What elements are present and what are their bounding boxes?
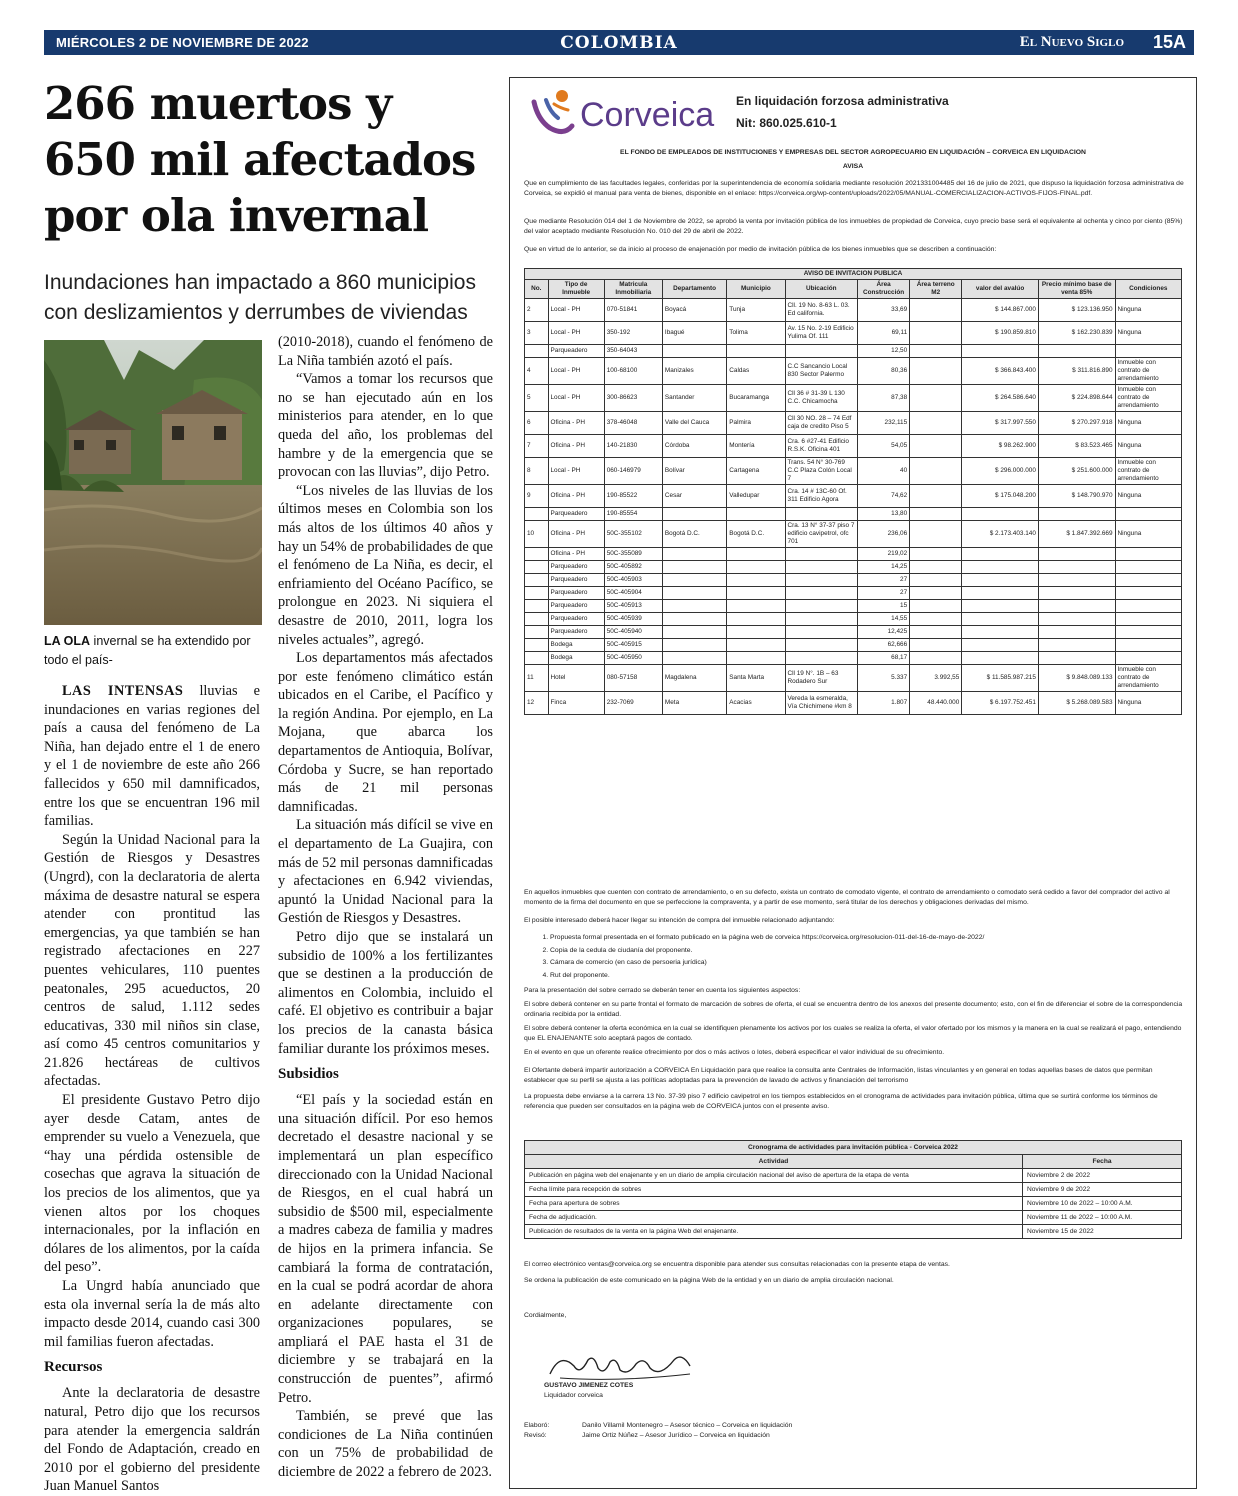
schedule-row: Fecha límite para recepción de sobres Noviembre 9 de 2022 (525, 1183, 1182, 1197)
rule-paragraph: La propuesta debe enviarse a la carrera 13 No. 37-39 piso 7 edificio cavipetrol en los tiempos establecidos en el cronograma de actividades para invitación pública, última que se surtirá conforme los términos de referencia que pueden ser consultados en la página web de CORVEICA juntos con el presente aviso. (524, 1093, 1158, 1110)
table-row: 12 Finca 232-7069 Meta Acacias Vereda la esmeralda, Vía Chichimene #km 8 1.807 48.440.000 $ 6.197.752.451 $ 5.268.089.583 Ninguna (525, 692, 1182, 715)
caption-lead: LA OLA (44, 634, 91, 648)
column-header: No. (525, 280, 549, 299)
column-header: Área terreno M2 (910, 280, 962, 299)
table-row: 9 Oficina - PH 190-85522 Cesar Valledupar Cra. 14 # 13C-60 Of. 311 Edificio Agora 74,62 $ 175.048.200 $ 148.790.970 Ninguna (525, 485, 1182, 508)
corveica-notice (509, 77, 1197, 1489)
table-row: Parqueadero 50C-405904 27 (525, 587, 1182, 600)
signer-role: Liquidador corveica (544, 1392, 603, 1399)
requirement-item: 4. Rut del proponente. (550, 970, 1190, 983)
intro-paragraph: Que en cumplimiento de las facultades legales, conferidas por la superintendencia de economía solidaria mediante resolución 2021331004485 del 16 de julio de 2021, que dispuso la liquidación forzosa administrativa de Corveica, se expidió el manual para venta de bienes, disponible en el enlace: https://corveica.org/wp-content/uploads/2022/05/MANUAL-COMERCIALIZACION-ACTIVOS-FIJOS-FINAL.pdf. (524, 180, 1184, 197)
rule-paragraph: El sobre deberá contener la oferta económica en la cual se identifiquen plenamente los activos por los cuales se realiza la oferta, el valor ofertado por los mismos y la manera en la cual se realizará el pago, entendiendo que EL ENAJENANTE solo aceptará pagos de contado. (524, 1025, 1182, 1042)
footer-elaboro: Elaboró: Danilo Villamil Montenegro – Asesor técnico – Corveica en liquidación (524, 1422, 793, 1429)
avisa-label: AVISA (842, 163, 864, 170)
tax-id: Nit: 860.025.610-1 (736, 116, 837, 130)
liquidation-status: En liquidación forzosa administrativa (736, 94, 949, 108)
table-row: Parqueadero 50C-405940 12,425 (525, 626, 1182, 639)
paragraph: (2010-2018), cuando el fenómeno de La Niña también azotó el país. (278, 334, 493, 369)
section-title: COLOMBIA (560, 33, 678, 53)
paragraph: “Los niveles de las lluvias de los últimos meses en Colombia son los más altos de los últimos 40 años y hay un 54% de probabilidades de que el fenómeno de La Niña, es decir, el enfriamiento del Océano Pacífico, se prolongue en 2023. Ni siquiera el desastre de 2010, 2011, logra los niveles actuales”, agregó. (278, 482, 493, 648)
column-header: Área Construcción (858, 280, 910, 299)
table-row: 4 Local - PH 100-68100 Manizales Caldas C.C Sancancio Local 830 Sector Palermo 80,36 $ 366.843.400 $ 311.816.890 Inmueble con contrato de arrendamiento (525, 358, 1182, 385)
column-header: Departamento (662, 280, 726, 299)
signer-name: GUSTAVO JIMENEZ COTES (544, 1382, 634, 1389)
intro-paragraph: Que en virtud de lo anterior, se da inicio al proceso de enajenación por medio de invitación pública de los bienes inmuebles que se describen a continuación: (524, 246, 997, 253)
table-row: Bodega 50C-405950 68,17 (525, 652, 1182, 665)
paragraph: Los departamentos más afectados por este fenómeno climático están ubicados en el Caribe, el Pacífico y la región Andina. Por ejemplo, en La Mojana, que abarca los departamentos de Antioquia, Bolívar, Córdoba y Sucre, se han reportado más de 21 mil personas damnificadas. (278, 650, 493, 815)
column-header: Actividad (525, 1155, 1023, 1169)
column-header: Fecha (1023, 1155, 1182, 1169)
newspaper-name: El Nuevo Siglo (1019, 34, 1124, 50)
table-row: 11 Hotel 080-57158 Magdalena Santa Marta Cll 19 N°. 1B – 63 Rodadero Sur 5.337 3.992,55 $ 11.585.987.215 $ 9.848.089.133 Inmueble con contrato de arrendamiento (525, 665, 1182, 692)
requirements-list (532, 932, 1190, 982)
column-header: Matricula Inmobiliaria (604, 280, 662, 299)
requirement-item: 2. Copia de la cedula de ciudanía del proponente. (550, 945, 1190, 958)
paragraph: “Vamos a tomar los recursos que no se han ejecutado aún en los ministerios para atender, en lo que queda del año, los problemas del hambre y de la emergencia que se provocan con las lluvias”, dijo Petro. (278, 371, 493, 481)
closing-paragraph: Se ordena la publicación de este comunicado en la página Web de la entidad y en un diario de amplia circulación nacional. (524, 1277, 894, 1284)
table-row: Parqueadero 50C-405903 27 (525, 574, 1182, 587)
requirement-item: 1. Propuesta formal presentada en el formato publicado en la página web de corveica https://corveica.org/resolucion-011-del-16-de-mayo-de-2022/ (550, 932, 1190, 945)
paragraph: Ante la declaratoria de desastre natural, Petro dijo que los recursos para atender la emergencia saldrán del Fondo de Adaptación, creado en 2010 por el gobierno del presidente Juan Manuel Santos (44, 1385, 260, 1495)
lead-in: LAS INTENSAS (62, 683, 184, 699)
table-row: Parqueadero 350-64043 12,50 (525, 345, 1182, 358)
table-row: Oficina - PH 50C-355089 219,02 (525, 548, 1182, 561)
table-row: 10 Oficina - PH 50C-355102 Bogotá D.C. Bogotá D.C. Cra. 13 N° 37-37 piso 7 edificio cavipetrol, ofc 701 236,06 $ 2.173.403.140 $ 1.847.392.669 Ninguna (525, 521, 1182, 548)
lease-paragraph: En aquellos inmuebles que cuenten con contrato de arrendamiento, o en su defecto, exista un contrato de comodato vigente, el contrato de arrendamiento o comodato será cedido a favor del comprador del activo al momento de la firma del documento en que se perfeccione la compraventa, y a partir de ese momento, será titular de los derechos y obligaciones derivadas del mismo. (524, 889, 1170, 906)
paragraph: “El país y la sociedad están en una situación difícil. Por eso hemos decretado el desastre nacional y se implementará un plan específico direccionado con la Unidad Nacional de Riesgos, en el cual habrá un subsidio de $500 mil, especialmente a madres cabeza de familia y madres de hijos en la primera infancia. Se cambiará la forma de contratación, en la cual se podrá acordar de ahora en adelante directamente con organizaciones populares, se ampliará el PAE hasta el 31 de diciembre y se trabajará en la construcción de puentes”, afirmó Petro. (278, 1092, 493, 1406)
column-header: valor del avalúo (962, 280, 1039, 299)
column-header: Municipio (727, 280, 785, 299)
rule-paragraph: El Ofertante deberá impartir autorización a CORVEICA En Liquidación para que realice la consulta ante Centrales de Información, listas vinculantes y en general en todas aquellas bases de datos que permitan establecer que su perfil se ajusta a las políticas adoptadas para la prevención de lavado de activos y financiación del terrorismo (524, 1067, 1153, 1084)
column-header: Precio mínimo base de venta 85% (1038, 280, 1115, 299)
interest-paragraph: El posible interesado deberá hacer llegar su intención de compra del inmueble relacionado adjuntando: (524, 917, 835, 924)
page-number: 15A (1152, 32, 1186, 52)
properties-table (524, 268, 1182, 715)
schedule-title: Cronograma de actividades para invitación pública - Corveica 2022 (525, 1141, 1182, 1155)
schedule-table (524, 1140, 1182, 1239)
schedule-row: Publicación de resultados de la venta en la página Web del enajenante. Noviembre 15 de 2022 (525, 1225, 1182, 1239)
subheading: Recursos (44, 1359, 103, 1376)
paragraph: El presidente Gustavo Petro dijo ayer desde Catam, antes de emprender su vuelo a Venezuela, que “hay una pérdida ostensible de cosechas que agrava la situación de los precios de los alimentos, que ya vienen altos por los choques internacionales, por la inflación en dólares de los alimentos, por la caída del peso”. (44, 1092, 260, 1276)
table-row: 7 Oficina - PH 140-21830 Córdoba Montería Cra. 6 #27-41 Edificio R.S.K. Oficina 401 54,05 $ 98.262.900 $ 83.523.465 Ninguna (525, 435, 1182, 458)
table-row: 2 Local - PH 070-51841 Boyacá Tunja Cll. 19 No. 8-63 L. 03. Ed california. 33,69 $ 144.867.000 $ 123.136.950 Ninguna (525, 299, 1182, 322)
table-row: 8 Local - PH 060-146979 Bolívar Cartagena Trans. 54 N° 30-769 C.C Plaza Colón Local 7 40 $ 296.000.000 $ 251.600.000 Inmueble con contrato de arrendamiento (525, 458, 1182, 485)
paragraph: Según la Unidad Nacional para la Gestión de Riesgos y Desastres (Ungrd), con la declaratoria de alerta máxima de desastre natural se espera atender con prontitud las emergencias, ya que también se han registrado afectaciones en 227 puentes vehiculares, 110 puentes peatonales, 295 acueductos, 20 centros de salud, 1.112 sedes educativas, 330 mil niños sin clase, así como 45 centros comunitarios y 21.826 hectáreas de cultivos afectadas. (44, 831, 260, 1090)
intro-paragraph: Que mediante Resolución 014 del 1 de Noviembre de 2022, se aprobó la venta por invitación pública de los inmuebles de propiedad de Corveica, cuyo precio base será el equivalente al ochenta y cinco por ciento (85%) del valor aceptado mediante Resolución No. 010 del 29 de abril de 2022. (524, 218, 1183, 235)
paragraph: LAS INTENSAS lluvias e inundaciones en varias regiones del país a causa del fenómeno de La Niña, han dejado entre el 1 de enero y el 1 de noviembre de este año 266 fallecidos y 650 mil damnificados, entre los que se encuentran 196 mil familias. (44, 683, 260, 830)
paragraph: Petro dijo que se instalará un subsidio de 100% a los fertilizantes que se destinen a la producción de alimentos en Colombia, incluido el café. El objetivo es contribuir a bajar los precios de la canasta básica familiar durante los próximos meses. (278, 929, 493, 1057)
table-row: Parqueadero 50C-405939 14,55 (525, 613, 1182, 626)
rule-paragraph: En el evento en que un oferente realice ofrecimiento por dos o más activos o lotes, deberá especificar el valor individual de su ofrecimiento. (524, 1049, 945, 1056)
caption-text: invernal se ha extendido por todo el país- (44, 634, 251, 667)
paragraph: La Ungrd había anunciado que esta ola invernal sería la de más alto impacto desde 2014, cuando casi 300 mil familias fueron afectadas. (44, 1278, 260, 1350)
table-row: 3 Local - PH 350-192 Ibagué Tolima Av. 15 No. 2-19 Edificio Yulima Of. 111 69,11 $ 190.859.810 $ 162.230.839 Ninguna (525, 322, 1182, 345)
fund-name: EL FONDO DE EMPLEADOS DE INSTITUCIONES Y EMPRESAS DEL SECTOR AGROPECUARIO EN LIQUIDACIÓN – CORVEICA EN LIQUIDACION (620, 149, 1086, 156)
column-header: Ubicación (785, 280, 858, 299)
paragraph: También, se prevé que las condiciones de La Niña continúen con un 75% de probabilidad de diciembre de 2022 a febrero de 2023. (278, 1408, 493, 1481)
table-row: Parqueadero 190-85554 13,80 (525, 508, 1182, 521)
page-header (44, 30, 1194, 55)
schedule-row: Fecha para apertura de sobres Noviembre 10 de 2022 – 10:00 A.M. (525, 1197, 1182, 1211)
table-row: Bodega 50C-405915 62,666 (525, 639, 1182, 652)
table-title: AVISO DE INVITACION PUBLICA (525, 269, 1182, 280)
subheading: Subsidios (278, 1066, 339, 1083)
logo-wordmark: Corveica (580, 96, 715, 134)
schedule-row: Publicación en página web del enajenante y en un diario de amplia circulación nacional del aviso de apertura de la etapa de venta Noviembre 2 de 2022 (525, 1169, 1182, 1183)
schedule-row: Fecha de adjudicación. Noviembre 11 de 2022 – 10:00 A.M. (525, 1211, 1182, 1225)
table-row: Parqueadero 50C-405913 15 (525, 600, 1182, 613)
footer-reviso: Revisó: Jaime Ortiz Núñez – Asesor Jurídico – Corveica en liquidación (524, 1432, 770, 1439)
table-row: 6 Oficina - PH 378-46048 Valle del Cauca Palmira Cll 30 NO. 28 – 74 Edf caja de credito Piso 5 232,115 $ 317.997.550 $ 270.297.918 Ninguna (525, 412, 1182, 435)
article-column-1 (44, 682, 260, 1496)
article-subhead: Inundaciones han impactado a 860 municipios con deslizamientos y derrumbes de viviendas (44, 271, 476, 324)
article-column-2 (278, 333, 493, 1482)
table-row: 5 Local - PH 300-86623 Santander Bucaramanga Cll 36 # 31-39 L 130 C.C. Chicamocha 87,38 $ 264.586.640 $ 224.898.644 Inmueble con contrato de arrendamiento (525, 385, 1182, 412)
rule-paragraph: Para la presentación del sobre cerrado se deberán tener en cuenta los siguientes aspectos: (524, 987, 801, 994)
paragraph: La situación más difícil se vive en el departamento de La Guajira, con más de 52 mil personas damnificadas y afectaciones en 6.942 viviendas, apuntó la Unidad Nacional para la Gestión de Riesgos y Desastres. (278, 817, 493, 927)
photo-caption (44, 632, 262, 670)
table-row: Parqueadero 50C-405892 14,25 (525, 561, 1182, 574)
header-date: MIÉRCOLES 2 DE NOVIEMBRE DE 2022 (56, 35, 309, 50)
headline-line: 650 mil afectados (44, 133, 476, 186)
headline-line: por ola invernal (44, 189, 429, 242)
corveica-logo (524, 82, 734, 142)
requirement-item: 3. Cámara de comercio (en caso de persoeria jurídica) (550, 957, 1190, 970)
column-header: Condiciones (1115, 280, 1181, 299)
closing-paragraph: El correo electrónico ventas@corveica.org se encuentra disponible para atender sus consultas relacionadas con la presente etapa de ventas. (524, 1261, 950, 1268)
article-headline (44, 76, 494, 244)
regards: Cordialmente, (524, 1312, 567, 1319)
flood-photo (44, 340, 262, 625)
headline-line: 266 muertos y (44, 77, 392, 130)
rule-paragraph: El sobre deberá contener en su parte frontal el formato de marcación de sobres de oferta, el cual se encuentra dentro de los anexos del presente documento; esto, con el fin de diferenciar el sobre de la correspondencia ordinaria recibida por la entidad. (524, 1001, 1183, 1018)
column-header: Tipo de Inmueble (548, 280, 604, 299)
